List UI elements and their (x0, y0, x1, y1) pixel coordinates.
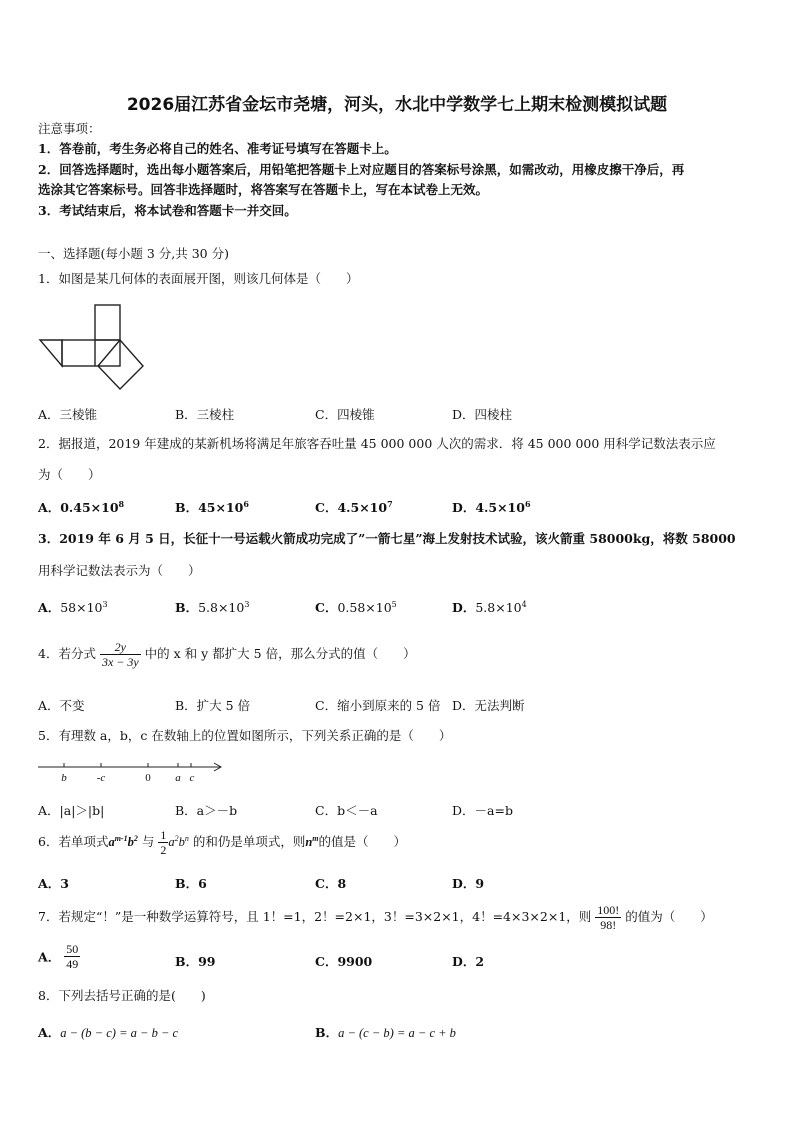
notice-item-2-cont: 选涂其它答案标号。回答非选择题时，将答案写在答题卡上，写在本试卷上无效。 (38, 182, 489, 197)
axis-label-neg-c: -c (96, 772, 106, 784)
q1-net-figure (38, 300, 148, 395)
q4-option-a: A．不变 (38, 698, 85, 713)
q2-stem-line2: 为（ ） (38, 467, 101, 482)
axis-label-a: a (175, 772, 181, 784)
q6-stem: 6．若单项式$a^{m-1}b^2$ 与 $\frac{1}{2}$ $a^2b^n$ 的和仍是单项式，则$n^m$的值是（ ） (38, 828, 407, 857)
q3-stem-line1: 3．2019 年 6 月 5 日，长征十一号运载火箭成功完成了”一箭七星”海上发射技术试验，该火箭重 58000kg，将数 58000 (38, 531, 736, 546)
q5-option-b: B．a＞－b (175, 803, 238, 818)
q3-option-d: D．$5.8\times 10^4$ (452, 599, 527, 615)
q4-stem: 4．若分式 $\frac{2y}{3x - 3y}$ 中的 x 和 y 都扩大 5 倍，那么分式的值（ ） (38, 640, 416, 669)
q6-option-c: C．8 (315, 876, 347, 891)
q3-option-a: A．$58\times 10^3$ (38, 599, 108, 615)
axis-label-b: b (61, 772, 67, 784)
q7-option-a: A． $\frac{50}{49}$ (38, 942, 79, 971)
q5-stem: 5．有理数 a，b，c 在数轴上的位置如图所示，下列关系正确的是（ ） (38, 728, 452, 743)
q2-stem-line1: 2．据报道，2019 年建成的某新机场将满足年旅客吞吐量 45 000 000 人次的需求．将 45 000 000 用科学记数法表示应 (38, 436, 716, 451)
q3-option-c: C．$0.58\times 10^5$ (315, 599, 397, 615)
q4-option-b: B．扩大 5 倍 (175, 698, 251, 713)
q5-option-c: C．b＜－a (315, 803, 378, 818)
q6-option-a: A．3 (38, 876, 69, 891)
q8-stem: 8．下列去括号正确的是( ) (38, 988, 206, 1003)
net-middle-rect (62, 340, 120, 366)
q4-fraction: $\frac{2y}{3x - 3y}$ (101, 640, 139, 669)
q1-option-b: B．三棱柱 (175, 407, 235, 422)
q7-option-d: D．2 (452, 954, 485, 969)
q1-option-d: D．四棱柱 (452, 407, 513, 422)
net-top-square (95, 305, 120, 340)
q1-option-c: C．四棱锥 (315, 407, 375, 422)
q7-stem: 7．若规定“！”是一种数学运算符号，且 1！=1，2！=2×1，3！=3×2×1，4！=4×3×2×1，则 $\frac{100!}{98!}$ 的值为（ ） (38, 903, 713, 932)
q4-option-d: D．无法判断 (452, 698, 525, 713)
q6-fraction: $\frac{1}{2}$ (160, 828, 167, 857)
q1-stem: 1．如图是某几何体的表面展开图，则该几何体是（ ） (38, 271, 359, 286)
notice-item-1: 1．答卷前，考生务必将自己的姓名、准考证号填写在答题卡上。 (38, 141, 397, 156)
q7-option-b: B．99 (175, 954, 216, 969)
notice-item-3: 3．考试结束后，将本试卷和答题卡一并交回。 (38, 203, 297, 218)
q7-option-a-fraction: $\frac{50}{49}$ (66, 942, 79, 971)
q8-option-b: B．a − (c − b) = a − c + b (315, 1025, 456, 1040)
q6-option-d: D．9 (452, 876, 485, 891)
section-heading: 一、选择题(每小题 3 分,共 30 分) (38, 246, 229, 261)
q1-option-a: A．三棱锥 (38, 407, 98, 422)
q2-option-d: D．$4.5\times 10^6$ (452, 498, 531, 515)
q6-option-b: B．6 (175, 876, 207, 891)
page-title: 2026届江苏省金坛市尧塘，河头，水北中学数学七上期末检测模拟试题 (126, 95, 668, 115)
q7-option-c: C．9900 (315, 954, 373, 969)
q5-option-a: A．|a|＞|b| (38, 803, 105, 818)
notice-heading: 注意事项： (38, 121, 101, 136)
net-left-triangle (40, 340, 62, 366)
q7-fraction: $\frac{100!}{98!}$ (597, 903, 620, 932)
q2-option-a: A．$0.45\times 10^8$ (38, 498, 125, 515)
q5-number-line (36, 757, 226, 787)
q2-option-b: B．$45\times 10^6$ (175, 498, 249, 515)
q8-option-a: A．a − (b − c) = a − b − c (38, 1025, 179, 1040)
q5-option-d: D．－a=b (452, 803, 513, 818)
q3-option-b: B．$5.8\times 10^3$ (175, 599, 250, 615)
axis-label-zero: 0 (145, 772, 151, 784)
q2-option-c: C．$4.5\times 10^7$ (315, 498, 393, 515)
q4-option-c: C．缩小到原来的 5 倍 (315, 698, 441, 713)
q3-stem-line2: 用科学记数法表示为（ ） (38, 563, 201, 578)
notice-item-2: 2．回答选择题时，选出每小题答案后，用铅笔把答题卡上对应题目的答案标号涂黑，如需改动，用橡皮擦干净后，再 (38, 162, 685, 177)
axis-label-c: c (189, 772, 195, 784)
